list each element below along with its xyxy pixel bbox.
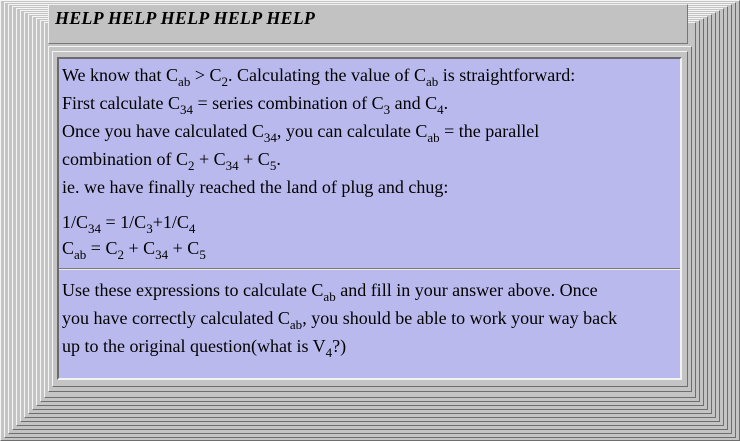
text: you have correctly calculated C [62, 308, 290, 328]
text: is straightforward: [438, 65, 576, 85]
subscript: ab [425, 74, 439, 89]
help-line [62, 117, 677, 145]
help-panel [57, 57, 682, 380]
text: = C [86, 238, 118, 258]
text: + C [194, 149, 226, 169]
subscript: 2 [117, 247, 124, 262]
text: , you can calculate C [276, 121, 428, 141]
text: . [276, 149, 281, 169]
help-header [48, 4, 688, 44]
help-line [62, 173, 677, 201]
text: = series combination of C [192, 93, 384, 113]
subscript: 34 [225, 158, 239, 173]
subscript: 4 [325, 345, 333, 360]
text: + C [123, 238, 156, 258]
subscript: ab [74, 247, 87, 262]
text: ?) [332, 336, 347, 356]
help-line [62, 332, 677, 360]
subscript: 5 [199, 247, 206, 262]
subscript: 3 [146, 221, 153, 236]
text: ie. we have finally reached the land of plug and chug: [62, 177, 449, 197]
text: C [62, 238, 75, 258]
subscript: ab [178, 74, 191, 89]
subscript: 34 [88, 221, 102, 236]
help-line [62, 61, 677, 89]
subscript: 2 [221, 74, 228, 89]
subscript: ab [323, 289, 336, 304]
subscript: 34 [155, 247, 169, 262]
subscript: 4 [188, 221, 196, 236]
text: and C [390, 93, 438, 113]
text: 1/C [62, 212, 89, 232]
divider [59, 268, 680, 270]
text: and fill in your answer above. Once [335, 280, 598, 300]
text: Use these expressions to calculate C [62, 280, 324, 300]
text: . [443, 93, 449, 113]
text: . Calculating the value of C [228, 65, 426, 85]
subscript: 2 [187, 158, 195, 173]
help-line [62, 304, 677, 332]
subscript: 34 [263, 130, 277, 145]
equations [62, 209, 677, 261]
text: > C [190, 65, 222, 85]
text: , you should be able to work your way back [302, 308, 618, 328]
text: combination of C [62, 149, 188, 169]
subscript: ab [289, 317, 303, 332]
text: First calculate C [62, 93, 180, 113]
text: We know that C [62, 65, 179, 85]
text: Once you have calculated C [62, 121, 264, 141]
subscript: ab [427, 130, 440, 145]
subscript: 5 [269, 158, 277, 173]
text: = the parallel [439, 121, 540, 141]
equation-2 [62, 235, 677, 261]
text: = 1/C [101, 212, 147, 232]
subscript: 4 [437, 102, 444, 117]
subscript: 3 [383, 102, 391, 117]
text: up to the original question(what is V [62, 336, 326, 356]
equation-1 [62, 209, 677, 235]
help-line [62, 89, 677, 117]
text: + C [238, 149, 270, 169]
spacer [62, 201, 677, 209]
text: + C [168, 238, 200, 258]
text: +1/C [152, 212, 189, 232]
help-line [62, 276, 677, 304]
subscript: 34 [179, 102, 193, 117]
help-title: HELP HELP HELP HELP HELP [55, 8, 316, 28]
help-line [62, 145, 677, 173]
